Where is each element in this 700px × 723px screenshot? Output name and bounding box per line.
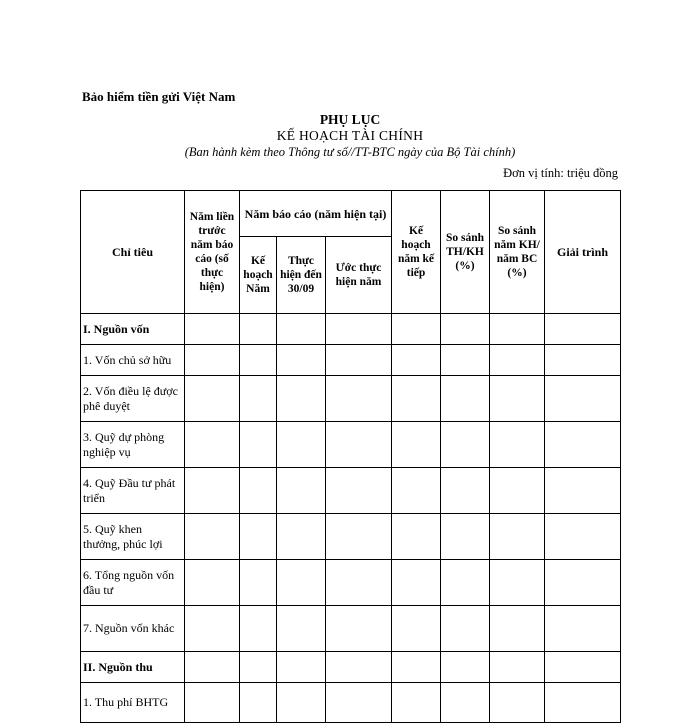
table-row — [81, 314, 621, 345]
organization-name: Bảo hiểm tiền gửi Việt Nam — [82, 89, 236, 104]
empty-cell — [185, 606, 240, 652]
empty-cell — [277, 514, 326, 560]
empty-cell — [441, 376, 490, 422]
row-label: 7. Nguồn vốn khác — [81, 606, 185, 652]
empty-cell — [545, 514, 621, 560]
row-label: I. Nguồn vốn — [81, 314, 185, 345]
header-uoc-thuc-hien: Ước thực hiện năm — [326, 237, 392, 314]
empty-cell — [277, 468, 326, 514]
empty-cell — [392, 560, 441, 606]
empty-cell — [545, 468, 621, 514]
empty-cell — [441, 345, 490, 376]
empty-cell — [392, 376, 441, 422]
empty-cell — [326, 514, 392, 560]
empty-cell — [490, 314, 545, 345]
empty-cell — [392, 606, 441, 652]
empty-cell — [392, 652, 441, 683]
empty-cell — [326, 468, 392, 514]
table-row — [81, 345, 621, 376]
table-row — [81, 560, 621, 606]
empty-cell — [490, 345, 545, 376]
table-row — [81, 422, 621, 468]
row-label: 1. Vốn chủ sở hữu — [81, 345, 185, 376]
empty-cell — [277, 376, 326, 422]
empty-cell — [240, 376, 277, 422]
header-nam-bao-cao: Năm báo cáo (năm hiện tại) — [240, 191, 392, 237]
empty-cell — [185, 514, 240, 560]
empty-cell — [441, 606, 490, 652]
empty-cell — [490, 376, 545, 422]
empty-cell — [490, 606, 545, 652]
empty-cell — [545, 560, 621, 606]
empty-cell — [490, 652, 545, 683]
row-label: 1. Thu phí BHTG — [81, 683, 185, 723]
empty-cell — [240, 345, 277, 376]
header-nam-lien-truoc: Năm liền trước năm báo cáo (số thực hiện) — [185, 191, 240, 314]
table-body — [81, 314, 621, 723]
empty-cell — [277, 314, 326, 345]
empty-cell — [441, 422, 490, 468]
header-giai-trinh: Giải trình — [545, 191, 621, 314]
empty-cell — [441, 560, 490, 606]
empty-cell — [392, 683, 441, 723]
empty-cell — [240, 514, 277, 560]
empty-cell — [441, 683, 490, 723]
empty-cell — [240, 314, 277, 345]
table-row — [81, 468, 621, 514]
row-label: 4. Quỹ Đầu tư phát triển — [81, 468, 185, 514]
empty-cell — [545, 683, 621, 723]
empty-cell — [326, 376, 392, 422]
header-chi-tieu: Chỉ tiêu — [81, 191, 185, 314]
empty-cell — [441, 314, 490, 345]
empty-cell — [240, 683, 277, 723]
empty-cell — [240, 422, 277, 468]
empty-cell — [545, 314, 621, 345]
plan-title: KẾ HOẠCH TÀI CHÍNH — [276, 128, 424, 143]
row-label: 5. Quỹ khen thưởng, phúc lợi — [81, 514, 185, 560]
empty-cell — [490, 514, 545, 560]
appendix-title: PHỤ LỤC — [319, 112, 381, 127]
empty-cell — [326, 422, 392, 468]
row-label: 2. Vốn điều lệ được phê duyệt — [81, 376, 185, 422]
empty-cell — [441, 514, 490, 560]
empty-cell — [185, 314, 240, 345]
empty-cell — [392, 468, 441, 514]
empty-cell — [185, 376, 240, 422]
empty-cell — [545, 606, 621, 652]
empty-cell — [392, 345, 441, 376]
empty-cell — [326, 606, 392, 652]
empty-cell — [545, 345, 621, 376]
header-ke-hoach-tiep: Kế hoạch năm kế tiếp — [392, 191, 441, 314]
empty-cell — [441, 652, 490, 683]
header-so-sanh-th-kh: So sánh TH/KH (%) — [441, 191, 490, 314]
empty-cell — [277, 652, 326, 683]
empty-cell — [545, 652, 621, 683]
row-label: II. Nguồn thu — [81, 652, 185, 683]
empty-cell — [392, 422, 441, 468]
empty-cell — [277, 422, 326, 468]
table-row — [81, 514, 621, 560]
row-label: 6. Tổng nguồn vốn đầu tư — [81, 560, 185, 606]
empty-cell — [490, 422, 545, 468]
empty-cell — [185, 422, 240, 468]
empty-cell — [185, 560, 240, 606]
empty-cell — [240, 560, 277, 606]
header-ke-hoach-nam: Kế hoạch Năm — [240, 237, 277, 314]
empty-cell — [490, 468, 545, 514]
empty-cell — [277, 683, 326, 723]
empty-cell — [277, 606, 326, 652]
empty-cell — [277, 345, 326, 376]
empty-cell — [326, 683, 392, 723]
empty-cell — [326, 652, 392, 683]
empty-cell — [240, 652, 277, 683]
empty-cell — [240, 468, 277, 514]
header-so-sanh-kh-bc: So sánh năm KH/ năm BC (%) — [490, 191, 545, 314]
empty-cell — [277, 560, 326, 606]
empty-cell — [392, 314, 441, 345]
empty-cell — [490, 683, 545, 723]
empty-cell — [326, 314, 392, 345]
unit-label: Đơn vị tính: triệu đồng — [503, 166, 618, 180]
table-row — [81, 606, 621, 652]
empty-cell — [545, 422, 621, 468]
empty-cell — [185, 468, 240, 514]
table-row — [81, 376, 621, 422]
empty-cell — [240, 606, 277, 652]
empty-cell — [185, 683, 240, 723]
row-label: 3. Quỹ dự phòng nghiệp vụ — [81, 422, 185, 468]
empty-cell — [326, 560, 392, 606]
financial-plan-table — [80, 190, 621, 723]
empty-cell — [326, 345, 392, 376]
empty-cell — [185, 652, 240, 683]
empty-cell — [490, 560, 545, 606]
empty-cell — [185, 345, 240, 376]
empty-cell — [545, 376, 621, 422]
table-row — [81, 652, 621, 683]
empty-cell — [392, 514, 441, 560]
subtitle: (Ban hành kèm theo Thông tư số//TT-BTC ngày của Bộ Tài chính) — [184, 145, 516, 159]
empty-cell — [441, 468, 490, 514]
table-row — [81, 683, 621, 723]
header-thuc-hien: Thực hiện đến 30/09 — [277, 237, 326, 314]
